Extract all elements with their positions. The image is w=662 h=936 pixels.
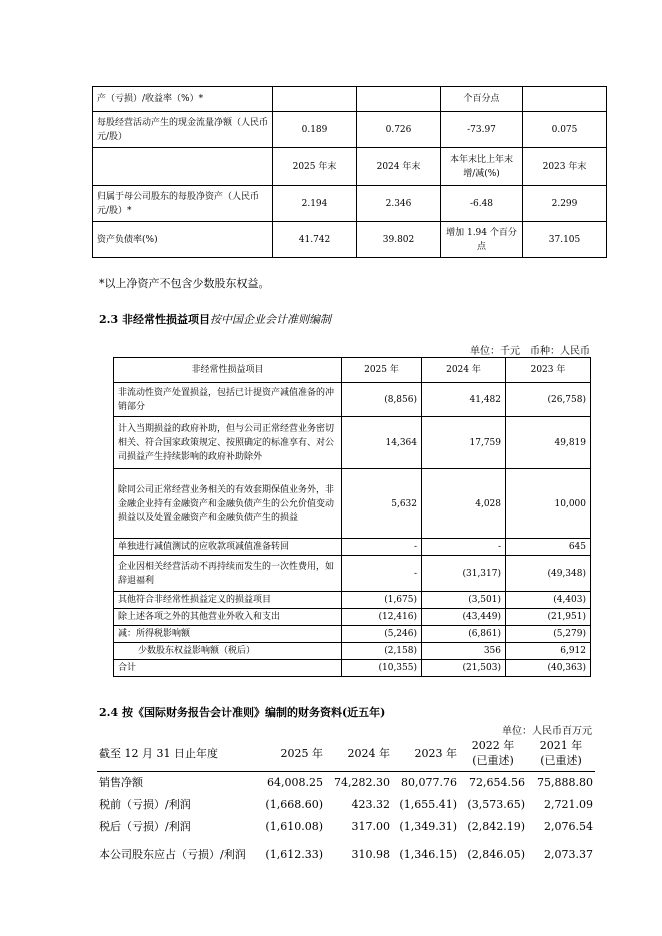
table-row: 除同公司正常经营业务相关的有效套期保值业务外，非金融企业持有金融资产和金融负债产生的公允价值变动损益以及处置金融资产和金融负债产生的损益 5,632 4,028 10,000 — [114, 469, 591, 539]
table-row: 资产负债率(%) 41.742 39.802 增加 1.94 个百分点 37.105 — [93, 222, 607, 258]
table-row: 本公司股东应占（亏损）/利润 (1,612.33) 310.98 (1,346.15) (2,846.05) 2,073.37 — [99, 847, 593, 861]
table-row: 税后（亏损）/利润 (1,610.08) 317.00 (1,349.31) (2,842.19) 2,076.54 — [99, 819, 593, 833]
ifrs-five-year-table — [97, 736, 595, 871]
net-asset-note: *以上净资产不包含少数股东权益。 — [99, 277, 270, 290]
table-row: 企业因相关经营活动不再持续而发生的一次性费用，如辞退福利 - (31,317) (49,348) — [114, 556, 591, 592]
table-total-row: 合计 (10,355) (21,503) (40,363) — [114, 660, 591, 677]
section-2-4-unit: 单位：人民币百万元 — [502, 726, 592, 737]
key-indicators-table — [92, 86, 607, 258]
table-row: 每股经营活动产生的现金流量净额（人民币元/股） 0.189 0.726 -73.97 0.075 — [93, 112, 607, 148]
table-row: 销售净额 64,008.25 74,282.30 80,077.76 72,654.56 75,888.80 — [99, 775, 593, 789]
table-row: 2025 年末 2024 年末 本年末比上年末增/减(%) 2023 年末 — [93, 148, 607, 186]
table-header-row: 截至 12 月 31 日止年度 2025 年 2024 年 2023 年 2022 年 (已重述) 2021 年 (已重述) — [97, 736, 595, 771]
table-row: 少数股东权益影响额（税后） (2,158) 356 6,912 — [114, 643, 591, 660]
table-row: 除上述各项之外的其他营业外收入和支出 (12,416) (43,449) (21,951) — [114, 609, 591, 626]
table-header-row: 非经常性损益项目 2025 年 2024 年 2023 年 — [114, 358, 591, 383]
table-row: 税前（亏损）/利润 (1,668.60) 423.32 (1,655.41) (3,573.65) 2,721.09 — [99, 797, 593, 811]
table-row: 计入当期损益的政府补助，但与公司正常经营业务密切相关、符合国家政策规定、按照确定的标准享有、对公司损益产生持续影响的政府补助除外 14,364 17,759 49,819 — [114, 417, 591, 469]
table-row: 减：所得税影响额 (5,246) (6,861) (5,279) — [114, 626, 591, 643]
section-2-3-unit: 单位：千元 币种：人民币 — [470, 346, 590, 357]
table-row: 归属于母公司股东的每股净资产（人民币元/股）* 2.194 2.346 -6.48 2.299 — [93, 186, 607, 222]
table-row: 单独进行减值测试的应收款项减值准备转回 - - 645 — [114, 539, 591, 556]
section-2-3-title: 2.3 非经常性损益项目按中国企业会计准则编制 — [99, 313, 331, 326]
table-row: 非流动性资产处置损益，包括已计提资产减值准备的冲销部分 (8,856) 41,482 (26,758) — [114, 383, 591, 417]
section-2-4-title: 2.4 按《国际财务报告会计准则》编制的财务资料(近五年) — [99, 706, 386, 719]
table-row: 其他符合非经常性损益定义的损益项目 (1,675) (3,501) (4,403) — [114, 592, 591, 609]
table-row: 产（亏损）/收益率（%）* 个百分点 — [93, 87, 607, 112]
non-recurring-items-table — [113, 357, 591, 677]
